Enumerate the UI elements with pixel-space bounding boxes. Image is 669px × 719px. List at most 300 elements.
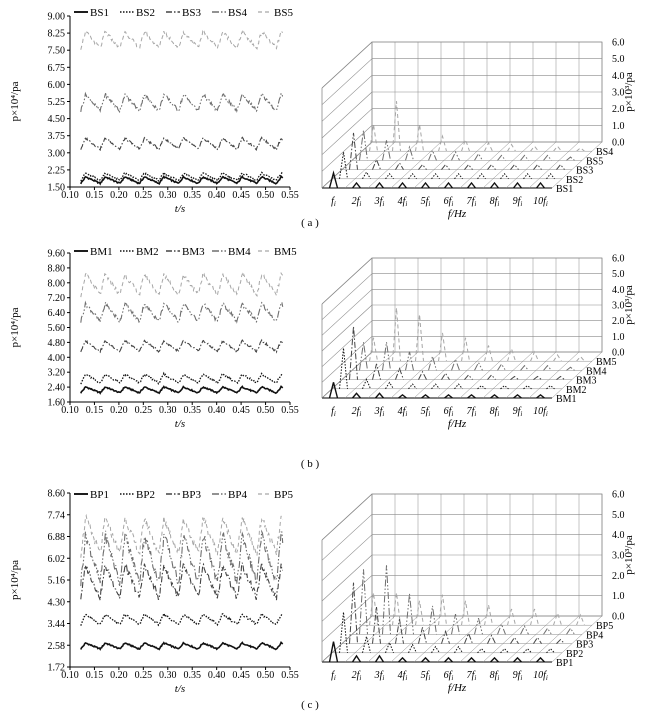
spectrum-peak-bp5 — [485, 605, 493, 625]
spectrum-chart-a — [322, 38, 635, 221]
z-gridline-side — [322, 321, 372, 367]
spectrum-peak-bm3 — [511, 376, 519, 379]
spectrum-peak-bp2 — [386, 643, 394, 653]
spectrum-peak-bm1 — [376, 393, 384, 398]
spectrum-peak-bp5 — [577, 615, 585, 625]
x-tick-label: $9f_i$ — [512, 406, 523, 418]
z-gridline-side — [322, 258, 372, 304]
legend-label: BM2 — [136, 246, 159, 258]
x-tick-label: $4f_i$ — [397, 670, 408, 682]
depth-label: BP5 — [596, 621, 614, 633]
x-tick-label: $4f_i$ — [397, 406, 408, 418]
spectrum-peak-bp1 — [376, 656, 384, 662]
spectrum-peak-bs2 — [501, 174, 509, 179]
depth-label: BS1 — [556, 184, 574, 195]
depth-label: BS2 — [566, 174, 584, 186]
x-tick-label: 0.20 — [110, 405, 128, 416]
x-tick-label: 0.45 — [232, 670, 250, 681]
spectrum-peak-bp1 — [491, 658, 499, 662]
x-tick-label: 0.15 — [85, 190, 104, 201]
z-gridline-side — [322, 575, 372, 621]
x-axis-label: t/s — [174, 683, 186, 695]
x-tick-label: $10f_i$ — [533, 670, 548, 682]
spectrum-peak-bs5 — [531, 146, 539, 151]
spectrum-peak-bm2 — [432, 384, 440, 389]
spectrum-peak-bm3 — [534, 376, 542, 379]
y-tick-label: 2.40 — [47, 382, 65, 394]
spectrum-peak-bs3 — [442, 165, 450, 170]
z-tick-label: 0.0 — [612, 347, 625, 359]
x-tick-label: $7f_i$ — [466, 670, 477, 682]
spectrum-peak-bs5 — [485, 143, 493, 151]
x-tick-label: 0.25 — [134, 670, 153, 681]
spectrum-peak-bm2 — [524, 386, 532, 389]
x-tick-label: 0.20 — [110, 670, 128, 681]
spectrum-peak-bm2 — [478, 386, 486, 389]
legend-label: BP5 — [274, 489, 293, 501]
y-tick-label: 6.75 — [47, 62, 65, 74]
spectrum-peak-bp4 — [406, 594, 414, 635]
spectrum-peak-bp3 — [511, 638, 519, 644]
x-tick-label: $3f_i$ — [374, 196, 385, 208]
z-gridline-side — [322, 92, 372, 138]
y-tick-label: 3.44 — [47, 619, 65, 630]
spectrum-peak-bs5 — [508, 145, 516, 152]
depth-label: BM4 — [586, 366, 607, 378]
spectrum-peak-bm2 — [547, 386, 555, 389]
spectrum-peak-bs5 — [439, 136, 447, 151]
x-tick-label: 0.30 — [159, 190, 177, 201]
z-gridline-side — [322, 494, 372, 540]
spectrum-peak-bs2 — [547, 174, 555, 179]
x-tick-label: 0.50 — [256, 405, 275, 416]
z-gridline-side — [322, 59, 372, 105]
z-tick-label: 6.0 — [612, 253, 625, 265]
spectrum-peak-bp4 — [452, 614, 460, 634]
x-tick-label: 0.25 — [134, 190, 153, 201]
x-tick-label: 0.10 — [61, 670, 79, 681]
depth-label: BS4 — [596, 147, 614, 159]
spectrum-peak-bm4 — [475, 363, 483, 371]
spectrum-peak-bs2 — [478, 174, 486, 179]
spectrum-peak-bs1 — [514, 183, 522, 188]
panel-b — [9, 246, 635, 470]
z-gridline-side — [322, 289, 372, 335]
spectrum-peak-bp5 — [439, 595, 447, 626]
legend-label: BP4 — [228, 489, 247, 501]
z-gridline-side — [322, 596, 372, 642]
legend-label: BM1 — [90, 246, 113, 258]
z-gridline-side — [322, 514, 372, 560]
y-tick-label: 4.00 — [47, 352, 65, 364]
spectrum-peak-bs4 — [544, 155, 552, 160]
spectrum-peak-bs3 — [488, 165, 496, 170]
x-tick-label: $2f_i$ — [351, 670, 362, 682]
y-tick-label: 1.60 — [47, 397, 65, 409]
spectrum-peak-bs4 — [406, 147, 414, 160]
spectrum-peak-bm5 — [370, 338, 378, 362]
spectrum-peak-bm4 — [383, 342, 391, 370]
spectrum-peak-bp3 — [534, 638, 542, 644]
spectrum-peak-bs1 — [353, 183, 361, 188]
y-tick-label: 7.20 — [47, 293, 65, 305]
line-chart-b — [9, 246, 299, 430]
x-tick-label: $5f_i$ — [420, 406, 431, 418]
y-tick-label: 7.74 — [47, 510, 65, 522]
x-tick-label: $10f_i$ — [533, 406, 548, 418]
z-tick-label: 3.0 — [612, 300, 625, 312]
x-tick-label: $2f_i$ — [351, 406, 362, 418]
x-tick-label: 0.35 — [183, 405, 201, 416]
x-tick-label: 0.35 — [183, 190, 201, 201]
z-tick-label: 5.0 — [612, 269, 625, 281]
floor-depth-line — [322, 142, 372, 188]
y-tick-label: 6.88 — [47, 532, 65, 543]
spectrum-peak-bp2 — [455, 647, 463, 653]
x-axis-label: f/Hz — [447, 682, 467, 694]
spectrum-peak-bm2 — [409, 384, 417, 389]
x-tick-label: $8f_i$ — [489, 196, 500, 208]
spectrum-peak-bs3 — [557, 165, 565, 170]
x-axis-label: t/s — [174, 203, 186, 215]
spectrum-chart-b — [322, 254, 635, 431]
x-tick-label: $9f_i$ — [512, 196, 523, 208]
y-tick-label: 5.60 — [47, 323, 65, 334]
spectrum-peak-bs1 — [491, 183, 499, 188]
spectrum-peak-bs5 — [370, 125, 378, 152]
x-tick-label: $5f_i$ — [420, 196, 431, 208]
spectrum-peak-bm2 — [501, 386, 509, 389]
x-tick-label: 0.30 — [159, 405, 177, 416]
spectrum-peak-bs3 — [419, 165, 427, 170]
spectrum-peak-bs3 — [373, 160, 381, 170]
z-tick-label: 1.0 — [612, 331, 625, 343]
z-axis-label: p×10³/pa — [623, 535, 635, 575]
spectrum-peak-bm3 — [488, 375, 496, 380]
spectrum-peak-bp4 — [567, 628, 575, 634]
x-tick-label: 0.35 — [183, 670, 201, 681]
spectrum-peak-bp1 — [468, 658, 476, 662]
series-line-bm3 — [81, 340, 283, 352]
z-axis-label: p×10³/pa — [623, 285, 635, 325]
spectrum-peak-bp1 — [422, 658, 430, 662]
y-axis-label: p×10⁴/pa — [9, 307, 21, 348]
spectrum-peak-bm5 — [554, 355, 562, 361]
y-tick-label: 6.40 — [47, 308, 65, 320]
y-tick-label: 9.00 — [47, 11, 65, 23]
spectrum-peak-bs1 — [422, 183, 430, 188]
spectrum-peak-bp2 — [501, 649, 509, 653]
spectrum-peak-bm5 — [439, 333, 447, 361]
legend-label: BS2 — [136, 7, 155, 19]
z-tick-label: 0.0 — [612, 611, 625, 623]
spectrum-peak-bs2 — [409, 174, 417, 179]
legend-label: BP2 — [136, 489, 155, 501]
z-tick-label: 6.0 — [612, 489, 625, 501]
spectrum-peak-bp2 — [432, 647, 440, 653]
spectrum-peak-bs4 — [567, 157, 575, 160]
spectrum-peak-bp4 — [521, 626, 529, 634]
depth-label: BP1 — [556, 658, 574, 669]
spectrum-peak-bm5 — [462, 338, 470, 362]
legend-label: BP1 — [90, 489, 109, 501]
spectrum-peak-bs4 — [429, 150, 437, 160]
y-tick-label: 4.80 — [47, 337, 65, 349]
series-line-bm5 — [81, 273, 283, 297]
spectrum-peak-bp2 — [340, 612, 348, 653]
x-tick-label: 0.50 — [256, 190, 275, 201]
x-tick-label: $9f_i$ — [512, 670, 523, 682]
x-axis-label: t/s — [174, 418, 186, 430]
x-tick-label: $3f_i$ — [374, 406, 385, 418]
z-tick-label: 4.0 — [612, 530, 625, 542]
y-tick-label: 6.00 — [47, 79, 65, 91]
depth-label: BS5 — [586, 156, 604, 168]
z-tick-label: 3.0 — [612, 550, 625, 562]
legend-label: BP3 — [182, 489, 201, 501]
x-tick-label: $f_i$ — [331, 670, 336, 682]
z-tick-label: 1.0 — [612, 591, 625, 603]
floor-depth-line — [322, 352, 372, 398]
x-tick-label: 0.15 — [85, 405, 104, 416]
depth-label: BP4 — [586, 630, 604, 642]
y-tick-label: 8.60 — [47, 488, 65, 500]
y-axis-label: p×10⁴/pa — [9, 81, 21, 122]
spectrum-peak-bs4 — [452, 152, 460, 160]
z-gridline-side — [322, 125, 372, 171]
z-tick-label: 5.0 — [612, 54, 625, 66]
spectrum-peak-bp2 — [478, 649, 486, 653]
spectrum-peak-bp5 — [462, 601, 470, 625]
y-tick-label: 8.25 — [47, 28, 65, 40]
x-tick-label: $4f_i$ — [397, 196, 408, 208]
spectrum-peak-bm2 — [386, 383, 394, 389]
spectrum-peak-bs1 — [468, 183, 476, 188]
spectrum-peak-bm5 — [577, 357, 585, 362]
spectrum-peak-bp1 — [514, 658, 522, 662]
spectrum-peak-bp1 — [537, 658, 545, 662]
series-line-bm2 — [81, 373, 283, 384]
z-gridline-side — [322, 109, 372, 155]
depth-label: BP3 — [576, 639, 594, 651]
x-tick-label: $10f_i$ — [533, 196, 548, 208]
x-tick-label: 0.30 — [159, 670, 177, 681]
spectrum-peak-bs5 — [577, 148, 585, 151]
panel-c — [9, 489, 635, 712]
spectrum-peak-bp4 — [544, 628, 552, 634]
x-tick-label: 0.10 — [61, 405, 79, 416]
x-tick-label: 0.40 — [207, 405, 226, 416]
z-tick-label: 4.0 — [612, 284, 625, 296]
y-tick-label: 6.02 — [47, 553, 65, 565]
panel-a — [9, 7, 635, 229]
spectrum-peak-bs3 — [511, 165, 519, 170]
floor-depth-line — [322, 616, 372, 662]
spectrum-peak-bs3 — [350, 133, 358, 170]
x-tick-label: 0.55 — [281, 405, 299, 416]
spectrum-peak-bp4 — [360, 569, 368, 634]
z-tick-label: 1.0 — [612, 120, 625, 132]
z-gridline-side — [322, 75, 372, 121]
x-tick-label: $f_i$ — [331, 196, 336, 208]
depth-label: BM5 — [596, 357, 617, 369]
y-tick-label: 4.50 — [47, 114, 65, 126]
x-tick-label: $7f_i$ — [466, 406, 477, 418]
legend-label: BS1 — [90, 7, 109, 19]
z-gridline-side — [322, 305, 372, 351]
spectrum-peak-bm3 — [465, 375, 473, 380]
z-tick-label: 5.0 — [612, 509, 625, 521]
spectrum-peak-bs2 — [455, 174, 463, 179]
spectrum-peak-bs4 — [521, 155, 529, 160]
y-tick-label: 8.00 — [47, 278, 65, 290]
z-axis-label: p×10³/pa — [623, 72, 635, 112]
y-tick-label: 7.50 — [47, 45, 65, 57]
spectrum-peak-bp3 — [465, 633, 473, 643]
spectrum-peak-bm4 — [544, 366, 552, 371]
y-tick-label: 3.75 — [47, 131, 65, 143]
spectrum-peak-bs4 — [475, 154, 483, 161]
legend-label: BM4 — [228, 246, 251, 258]
x-tick-label: $2f_i$ — [351, 196, 362, 208]
series-line-bs1 — [81, 176, 283, 184]
z-tick-label: 2.0 — [612, 570, 625, 582]
spectrum-peak-bm3 — [419, 372, 427, 380]
z-tick-label: 3.0 — [612, 87, 625, 99]
spectrum-peak-bs3 — [396, 163, 404, 170]
series-line-bm4 — [81, 302, 283, 322]
x-tick-label: 0.10 — [61, 190, 79, 201]
spectrum-peak-bp1 — [353, 656, 361, 662]
spectrum-peak-bp3 — [396, 619, 404, 643]
spectrum-peak-bs4 — [383, 140, 391, 160]
y-tick-label: 5.16 — [47, 575, 65, 587]
x-tick-label: 0.25 — [134, 405, 153, 416]
spectrum-peak-bm3 — [557, 376, 565, 379]
spectrum-peak-bp5 — [416, 601, 424, 625]
series-line-bp1 — [81, 642, 283, 649]
x-tick-label: 0.40 — [207, 670, 226, 681]
x-tick-label: $5f_i$ — [420, 670, 431, 682]
depth-label: BM2 — [566, 384, 587, 396]
legend-label: BS3 — [182, 7, 201, 19]
z-tick-label: 2.0 — [612, 104, 625, 116]
legend-label: BS5 — [274, 7, 293, 19]
spectrum-peak-bs2 — [432, 174, 440, 179]
spectrum-peak-bm2 — [340, 348, 348, 389]
spectrum-peak-bp2 — [409, 645, 417, 653]
x-tick-label: $6f_i$ — [443, 670, 454, 682]
floor-depth-line — [506, 142, 556, 188]
y-tick-label: 9.60 — [47, 248, 65, 260]
y-tick-label: 4.30 — [47, 597, 65, 609]
y-axis-label: p×10⁴/pa — [9, 560, 21, 600]
spectrum-peak-bm2 — [455, 384, 463, 389]
spectrum-peak-bp1 — [399, 658, 407, 662]
x-tick-label: $f_i$ — [331, 406, 336, 418]
legend-label: BS4 — [228, 7, 247, 19]
x-tick-label: 0.45 — [232, 405, 250, 416]
spectrum-peak-bs5 — [462, 140, 470, 152]
series-line-bs3 — [81, 137, 283, 150]
series-line-bm1 — [81, 386, 283, 393]
spectrum-peak-bm5 — [416, 314, 424, 361]
y-tick-label: 8.80 — [47, 263, 65, 275]
spectrum-peak-bs1 — [537, 183, 545, 188]
floor-depth-line — [483, 142, 533, 188]
spectrum-peak-bp5 — [554, 613, 562, 625]
y-tick-label: 2.25 — [47, 165, 65, 177]
spectrum-peak-bm5 — [508, 349, 516, 362]
spectrum-peak-bm1 — [353, 393, 361, 398]
caption-b: ( b ) — [300, 458, 320, 470]
x-tick-label: 0.50 — [256, 670, 275, 681]
z-gridline-side — [322, 42, 372, 88]
spectrum-peak-bs2 — [386, 174, 394, 179]
spectrum-peak-bp4 — [429, 606, 437, 634]
series-line-bp2 — [81, 613, 283, 625]
spectrum-peak-bs1 — [445, 183, 453, 188]
spectrum-peak-bs4 — [360, 130, 368, 160]
y-tick-label: 3.20 — [47, 367, 65, 379]
caption-c: ( c ) — [301, 699, 319, 711]
x-tick-label: $6f_i$ — [443, 196, 454, 208]
y-tick-label: 5.25 — [47, 97, 65, 108]
depth-label: BM1 — [556, 394, 577, 405]
spectrum-peak-bs2 — [524, 174, 532, 179]
spectrum-peak-bp3 — [557, 640, 565, 644]
spectrum-peak-bs3 — [465, 165, 473, 170]
y-tick-label: 3.00 — [47, 148, 65, 160]
spectrum-peak-bs1 — [399, 183, 407, 188]
line-chart-c — [9, 489, 299, 696]
spectrum-peak-bs4 — [498, 155, 506, 160]
x-axis-label: f/Hz — [447, 418, 467, 430]
y-tick-label: 1.50 — [47, 182, 65, 194]
spectrum-peak-bs1 — [376, 183, 384, 188]
x-tick-label: $8f_i$ — [489, 670, 500, 682]
series-line-bs5 — [81, 31, 283, 50]
x-tick-label: 0.55 — [281, 670, 299, 681]
spectrum-chart-c — [322, 490, 635, 695]
z-tick-label: 4.0 — [612, 70, 625, 82]
legend-label: BM5 — [274, 246, 297, 258]
spectrum-peak-bp1 — [445, 658, 453, 662]
z-tick-label: 6.0 — [612, 37, 625, 49]
spectrum-peak-bm4 — [521, 366, 529, 371]
depth-label: BP2 — [566, 648, 584, 660]
x-tick-label: 0.20 — [110, 190, 128, 201]
legend-label: BM3 — [182, 246, 205, 258]
x-tick-label: $8f_i$ — [489, 406, 500, 418]
spectrum-peak-bs5 — [416, 125, 424, 152]
y-tick-label: 1.72 — [47, 662, 65, 674]
x-tick-label: $6f_i$ — [443, 406, 454, 418]
x-tick-label: 0.15 — [85, 670, 104, 681]
spectrum-peak-bm4 — [498, 364, 506, 370]
floor-depth-line — [460, 142, 510, 188]
spectrum-peak-bs3 — [534, 165, 542, 170]
spectrum-peak-bp4 — [498, 624, 506, 634]
spectrum-peak-bs5 — [554, 146, 562, 151]
spectrum-peak-bp3 — [488, 635, 496, 643]
spectrum-peak-bp2 — [524, 649, 532, 653]
x-tick-label: 0.45 — [232, 190, 250, 201]
series-line-bs4 — [81, 93, 283, 112]
y-tick-label: 2.58 — [47, 640, 65, 652]
spectrum-peak-bp2 — [547, 649, 555, 653]
spectrum-peak-bs2 — [363, 172, 371, 179]
